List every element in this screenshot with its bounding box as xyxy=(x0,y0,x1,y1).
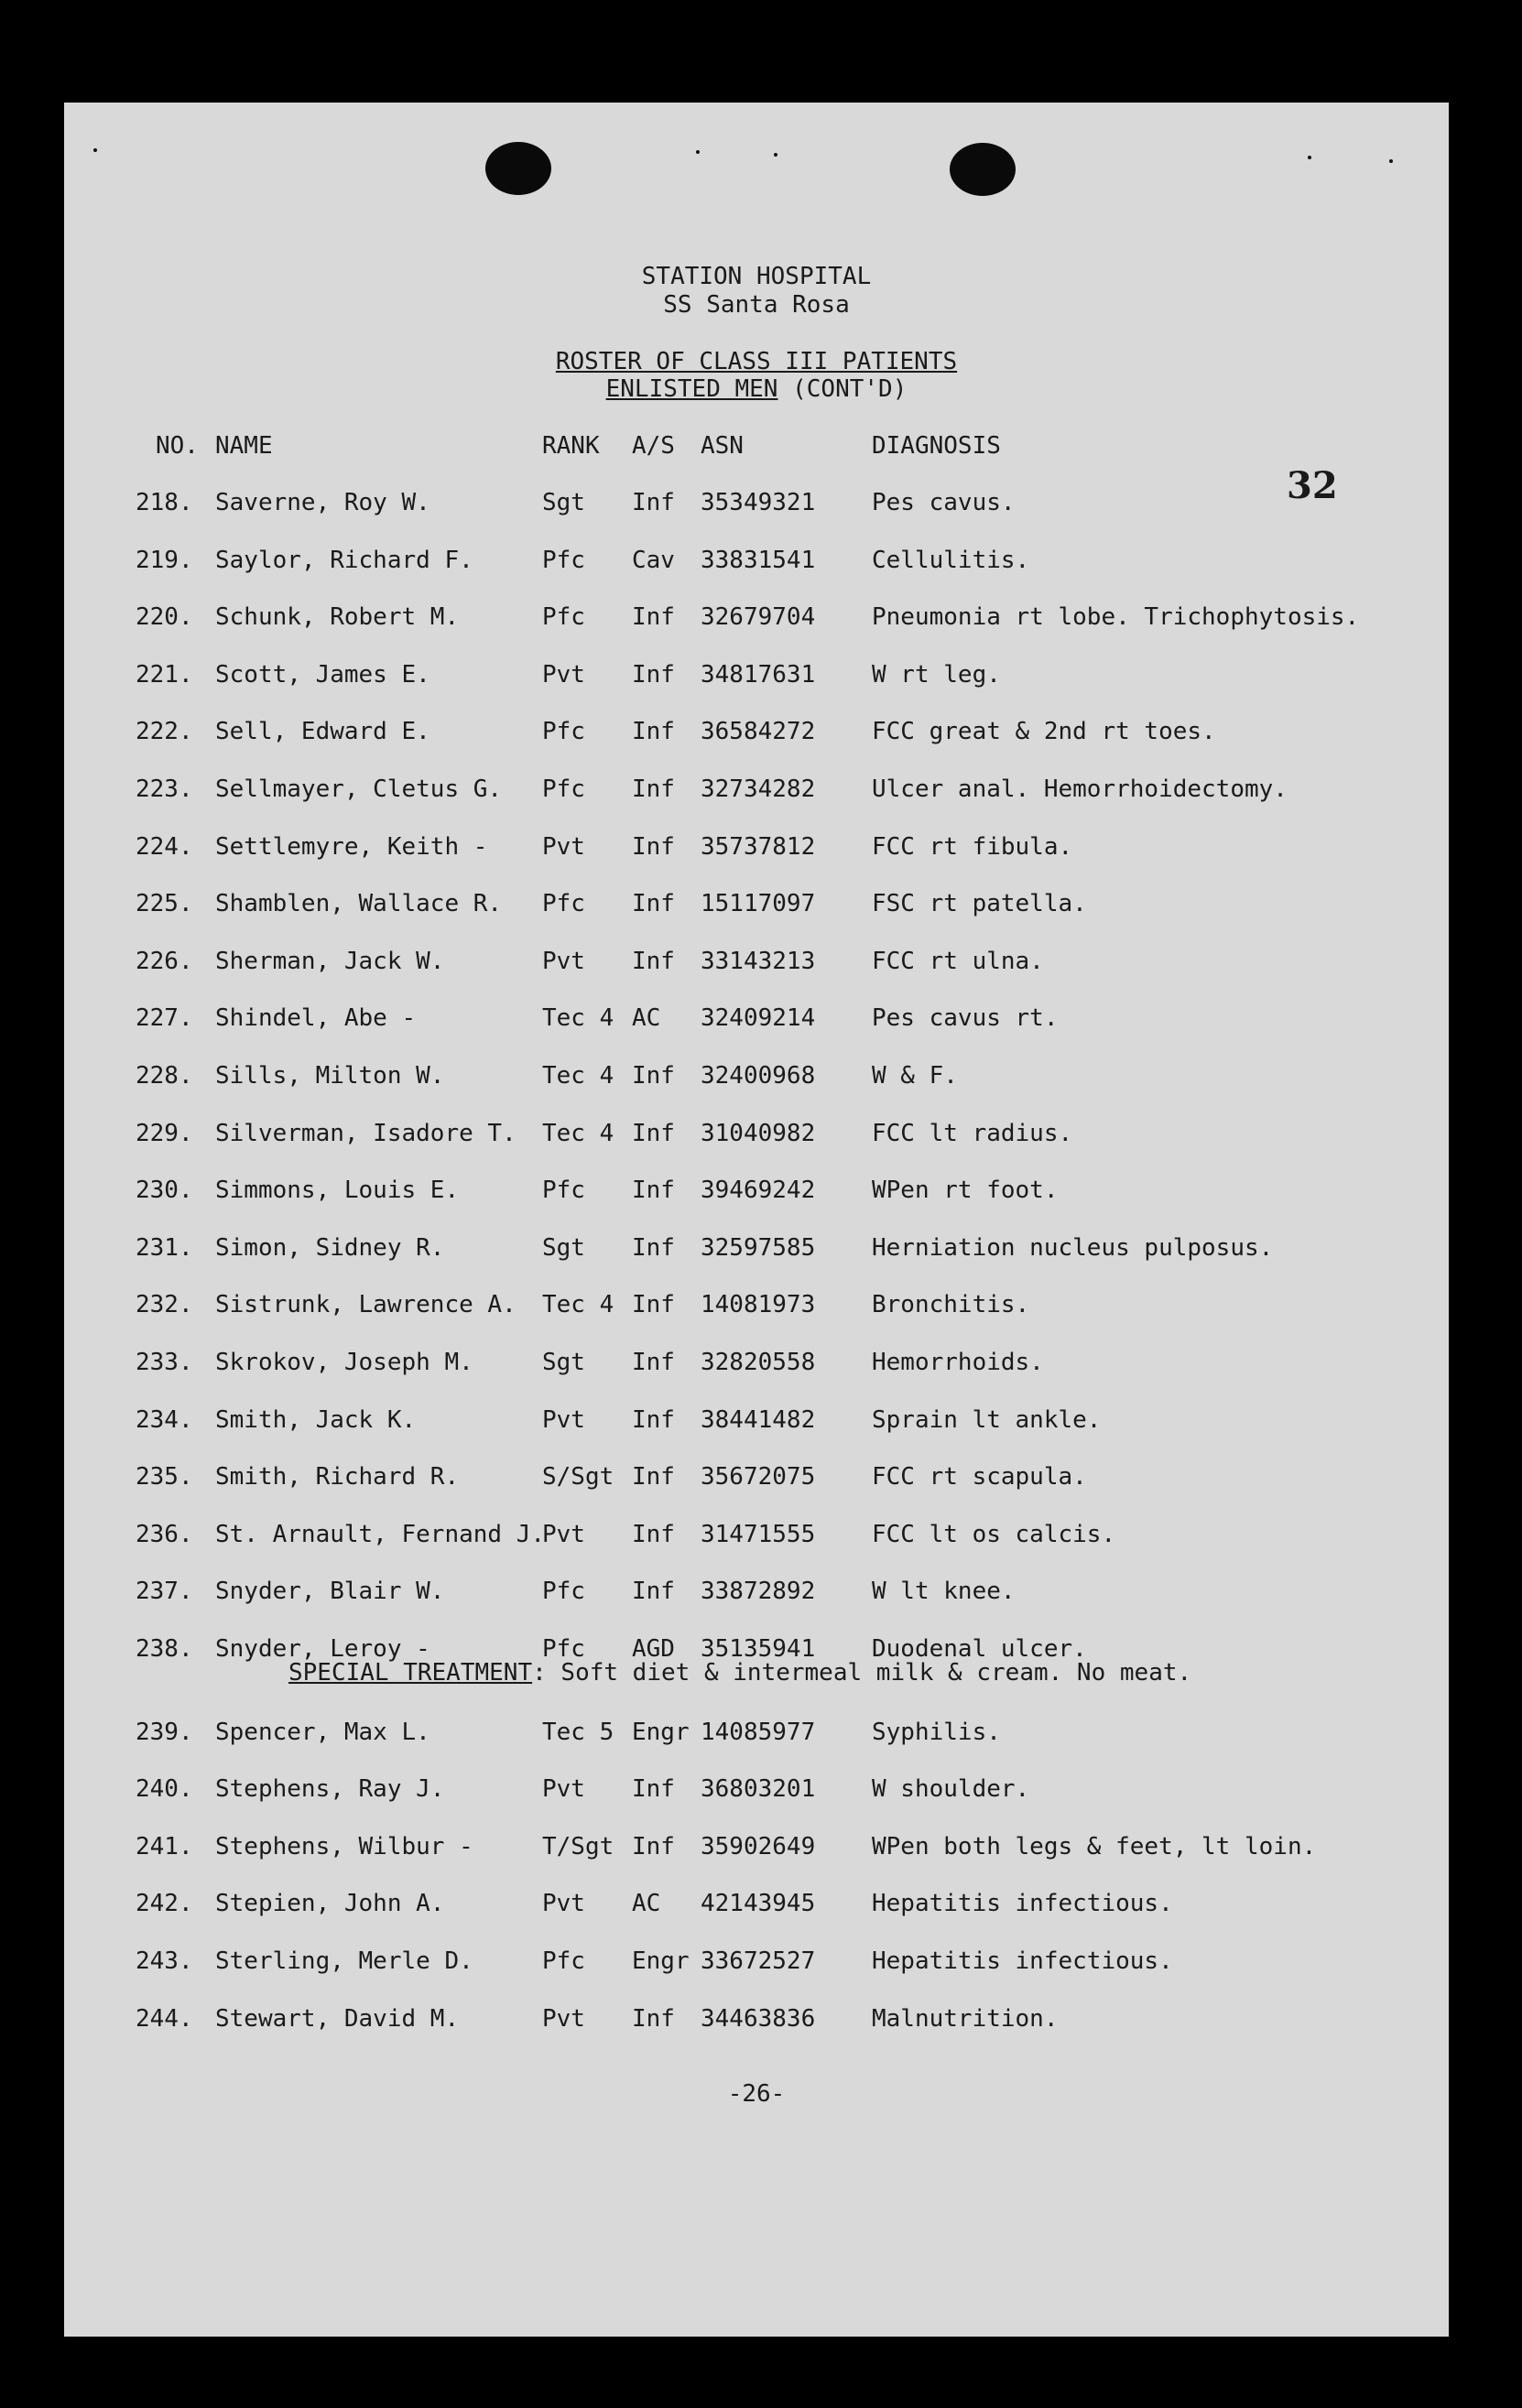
cell-name: Snyder, Blair W. xyxy=(215,1578,445,1605)
special-treatment-label: SPECIAL TREATMENT xyxy=(288,1659,533,1687)
cell-name: Spencer, Max L. xyxy=(215,1719,430,1746)
cell-diagnosis: Bronchitis. xyxy=(872,1291,1030,1318)
cell-as: Inf xyxy=(632,489,675,516)
cell-rank: Pfc xyxy=(542,1947,585,1975)
cell-as: Inf xyxy=(632,661,675,689)
cell-rank: Pfc xyxy=(542,603,585,631)
cell-asn: 31040982 xyxy=(701,1120,816,1147)
cell-no: 226. xyxy=(136,948,193,975)
cell-as: Engr xyxy=(632,1947,690,1975)
cell-name: Stephens, Ray J. xyxy=(215,1775,445,1803)
cell-rank: Pfc xyxy=(542,776,585,803)
cell-diagnosis: Hepatitis infectious. xyxy=(872,1890,1173,1917)
col-header-rank: RANK xyxy=(542,432,600,460)
cell-no: 244. xyxy=(136,2005,193,2033)
cell-name: St. Arnault, Fernand J. xyxy=(215,1521,546,1548)
col-header-diagnosis: DIAGNOSIS xyxy=(872,432,1001,460)
cell-as: Inf xyxy=(632,603,675,631)
cell-diagnosis: Cellulitis. xyxy=(872,547,1030,574)
punch-hole-left xyxy=(485,142,551,195)
speck xyxy=(696,150,700,154)
header-subtitle xyxy=(64,375,1449,403)
cell-asn: 32820558 xyxy=(701,1349,816,1376)
cell-asn: 34463836 xyxy=(701,2005,816,2033)
cell-no: 230. xyxy=(136,1177,193,1204)
cell-asn: 35349321 xyxy=(701,489,816,516)
cell-diagnosis: Herniation nucleus pulposus. xyxy=(872,1234,1274,1262)
speck xyxy=(1389,159,1393,163)
cell-name: Stepien, John A. xyxy=(215,1890,445,1917)
cell-asn: 39469242 xyxy=(701,1177,816,1204)
speck xyxy=(93,148,97,152)
cell-asn: 32679704 xyxy=(701,603,816,631)
cell-asn: 35672075 xyxy=(701,1463,816,1491)
cell-asn: 35737812 xyxy=(701,833,816,861)
header-line2: SS Santa Rosa xyxy=(663,291,850,319)
cell-diagnosis: Malnutrition. xyxy=(872,2005,1059,2033)
cell-as: Inf xyxy=(632,718,675,745)
cell-name: Sherman, Jack W. xyxy=(215,948,445,975)
cell-rank: Pfc xyxy=(542,1635,585,1663)
cell-no: 224. xyxy=(136,833,193,861)
col-header-name: NAME xyxy=(215,432,273,460)
cell-name: Simon, Sidney R. xyxy=(215,1234,445,1262)
cell-rank: Pvt xyxy=(542,1890,585,1917)
cell-diagnosis: FSC rt patella. xyxy=(872,890,1087,917)
cell-name: Settlemyre, Keith - xyxy=(215,833,488,861)
cell-name: Shamblen, Wallace R. xyxy=(215,890,503,917)
cell-rank: Tec 4 xyxy=(542,1291,614,1318)
cell-asn: 33143213 xyxy=(701,948,816,975)
cell-rank: T/Sgt xyxy=(542,1833,614,1860)
cell-as: Inf xyxy=(632,1349,675,1376)
cell-rank: Pvt xyxy=(542,661,585,689)
cell-as: AC xyxy=(632,1890,661,1917)
page-number-stamp: 32 xyxy=(1287,464,1338,507)
cell-diagnosis: Syphilis. xyxy=(872,1719,1001,1746)
cell-asn: 33872892 xyxy=(701,1578,816,1605)
cell-as: Inf xyxy=(632,1062,675,1090)
cell-name: Smith, Richard R. xyxy=(215,1463,460,1491)
header-subtitle-cont: (CONT'D) xyxy=(777,375,908,403)
cell-as: Inf xyxy=(632,1521,675,1548)
cell-as: Inf xyxy=(632,1578,675,1605)
cell-asn: 14085977 xyxy=(701,1719,816,1746)
col-header-as: A/S xyxy=(632,432,675,460)
header-subtitle-main: ENLISTED MEN xyxy=(605,375,778,403)
cell-no: 231. xyxy=(136,1234,193,1262)
cell-no: 228. xyxy=(136,1062,193,1090)
cell-name: Sell, Edward E. xyxy=(215,718,430,745)
cell-name: Simmons, Louis E. xyxy=(215,1177,460,1204)
cell-no: 221. xyxy=(136,661,193,689)
cell-diagnosis: FCC rt scapula. xyxy=(872,1463,1087,1491)
cell-asn: 35902649 xyxy=(701,1833,816,1860)
speck xyxy=(774,153,777,157)
cell-no: 233. xyxy=(136,1349,193,1376)
cell-rank: Pfc xyxy=(542,1177,585,1204)
cell-diagnosis: FCC great & 2nd rt toes. xyxy=(872,718,1216,745)
cell-name: Snyder, Leroy - xyxy=(215,1635,430,1663)
cell-no: 229. xyxy=(136,1120,193,1147)
special-treatment-note xyxy=(288,1659,1191,1687)
cell-asn: 38441482 xyxy=(701,1406,816,1434)
cell-asn: 42143945 xyxy=(701,1890,816,1917)
cell-rank: Tec 4 xyxy=(542,1004,614,1032)
cell-diagnosis: WPen both legs & feet, lt loin. xyxy=(872,1833,1317,1860)
cell-name: Sills, Milton W. xyxy=(215,1062,445,1090)
cell-rank: Pvt xyxy=(542,948,585,975)
cell-asn: 32597585 xyxy=(701,1234,816,1262)
cell-as: Inf xyxy=(632,948,675,975)
cell-no: 241. xyxy=(136,1833,193,1860)
punch-hole-right xyxy=(950,143,1016,196)
cell-no: 223. xyxy=(136,776,193,803)
cell-as: Cav xyxy=(632,547,675,574)
cell-name: Scott, James E. xyxy=(215,661,430,689)
cell-rank: Sgt xyxy=(542,489,585,516)
cell-as: Inf xyxy=(632,776,675,803)
cell-rank: Tec 5 xyxy=(542,1719,614,1746)
cell-rank: Pfc xyxy=(542,1578,585,1605)
cell-asn: 32734282 xyxy=(701,776,816,803)
cell-as: Inf xyxy=(632,1775,675,1803)
cell-diagnosis: Sprain lt ankle. xyxy=(872,1406,1102,1434)
cell-name: Sellmayer, Cletus G. xyxy=(215,776,503,803)
cell-diagnosis: FCC lt os calcis. xyxy=(872,1521,1116,1548)
cell-name: Saverne, Roy W. xyxy=(215,489,430,516)
cell-no: 227. xyxy=(136,1004,193,1032)
cell-no: 225. xyxy=(136,890,193,917)
cell-diagnosis: W & F. xyxy=(872,1062,958,1090)
cell-rank: Sgt xyxy=(542,1349,585,1376)
cell-diagnosis: FCC lt radius. xyxy=(872,1120,1073,1147)
cell-asn: 15117097 xyxy=(701,890,816,917)
speck xyxy=(1308,156,1311,159)
cell-rank: Pfc xyxy=(542,890,585,917)
cell-no: 243. xyxy=(136,1947,193,1975)
cell-diagnosis: Pneumonia rt lobe. Trichophytosis. xyxy=(872,603,1360,631)
cell-diagnosis: Pes cavus rt. xyxy=(872,1004,1059,1032)
cell-name: Sterling, Merle D. xyxy=(215,1947,473,1975)
cell-as: Inf xyxy=(632,1406,675,1434)
cell-as: Inf xyxy=(632,833,675,861)
cell-name: Silverman, Isadore T. xyxy=(215,1120,516,1147)
cell-name: Shindel, Abe - xyxy=(215,1004,417,1032)
cell-as: AGD xyxy=(632,1635,675,1663)
cell-asn: 33672527 xyxy=(701,1947,816,1975)
cell-no: 234. xyxy=(136,1406,193,1434)
cell-no: 219. xyxy=(136,547,193,574)
cell-asn: 32409214 xyxy=(701,1004,816,1032)
cell-no: 218. xyxy=(136,489,193,516)
cell-as: AC xyxy=(632,1004,661,1032)
cell-diagnosis: W shoulder. xyxy=(872,1775,1030,1803)
cell-rank: Tec 4 xyxy=(542,1062,614,1090)
cell-name: Schunk, Robert M. xyxy=(215,603,460,631)
cell-diagnosis: W lt knee. xyxy=(872,1578,1016,1605)
cell-rank: Tec 4 xyxy=(542,1120,614,1147)
cell-as: Inf xyxy=(632,2005,675,2033)
cell-name: Stewart, David M. xyxy=(215,2005,460,2033)
cell-asn: 34817631 xyxy=(701,661,816,689)
cell-asn: 36584272 xyxy=(701,718,816,745)
cell-as: Inf xyxy=(632,890,675,917)
cell-as: Engr xyxy=(632,1719,690,1746)
header-title: ROSTER OF CLASS III PATIENTS xyxy=(555,348,958,375)
cell-as: Inf xyxy=(632,1463,675,1491)
cell-rank: Pvt xyxy=(542,2005,585,2033)
document-page xyxy=(64,103,1449,2337)
cell-rank: Sgt xyxy=(542,1234,585,1262)
cell-rank: Pfc xyxy=(542,547,585,574)
cell-diagnosis: FCC rt ulna. xyxy=(872,948,1044,975)
cell-diagnosis: Ulcer anal. Hemorrhoidectomy. xyxy=(872,776,1288,803)
header-line1: STATION HOSPITAL xyxy=(641,263,872,290)
cell-no: 232. xyxy=(136,1291,193,1318)
page-footer: -26- xyxy=(727,2080,786,2108)
cell-rank: Pvt xyxy=(542,1775,585,1803)
cell-rank: Pvt xyxy=(542,1521,585,1548)
cell-asn: 31471555 xyxy=(701,1521,816,1548)
cell-diagnosis: WPen rt foot. xyxy=(872,1177,1059,1204)
cell-no: 237. xyxy=(136,1578,193,1605)
cell-as: Inf xyxy=(632,1234,675,1262)
cell-no: 235. xyxy=(136,1463,193,1491)
col-header-no: NO. xyxy=(156,432,199,460)
cell-no: 238. xyxy=(136,1635,193,1663)
cell-diagnosis: Pes cavus. xyxy=(872,489,1016,516)
cell-asn: 32400968 xyxy=(701,1062,816,1090)
cell-as: Inf xyxy=(632,1291,675,1318)
cell-as: Inf xyxy=(632,1833,675,1860)
cell-rank: Pfc xyxy=(542,718,585,745)
special-treatment-text: : Soft diet & intermeal milk & cream. No meat. xyxy=(532,1659,1192,1687)
cell-diagnosis: Hepatitis infectious. xyxy=(872,1947,1173,1975)
cell-no: 222. xyxy=(136,718,193,745)
cell-name: Skrokov, Joseph M. xyxy=(215,1349,473,1376)
cell-no: 240. xyxy=(136,1775,193,1803)
cell-no: 239. xyxy=(136,1719,193,1746)
cell-diagnosis: W rt leg. xyxy=(872,661,1001,689)
cell-asn: 33831541 xyxy=(701,547,816,574)
cell-name: Sistrunk, Lawrence A. xyxy=(215,1291,516,1318)
cell-rank: Pvt xyxy=(542,1406,585,1434)
cell-rank: Pvt xyxy=(542,833,585,861)
cell-diagnosis: FCC rt fibula. xyxy=(872,833,1073,861)
col-header-asn: ASN xyxy=(701,432,744,460)
cell-diagnosis: Hemorrhoids. xyxy=(872,1349,1044,1376)
cell-as: Inf xyxy=(632,1177,675,1204)
cell-as: Inf xyxy=(632,1120,675,1147)
cell-name: Smith, Jack K. xyxy=(215,1406,417,1434)
cell-name: Stephens, Wilbur - xyxy=(215,1833,473,1860)
cell-no: 242. xyxy=(136,1890,193,1917)
cell-asn: 14081973 xyxy=(701,1291,816,1318)
cell-name: Saylor, Richard F. xyxy=(215,547,473,574)
cell-asn: 36803201 xyxy=(701,1775,816,1803)
cell-diagnosis: Duodenal ulcer. xyxy=(872,1635,1087,1663)
cell-no: 220. xyxy=(136,603,193,631)
cell-no: 236. xyxy=(136,1521,193,1548)
cell-rank: S/Sgt xyxy=(542,1463,614,1491)
cell-asn: 35135941 xyxy=(701,1635,816,1663)
